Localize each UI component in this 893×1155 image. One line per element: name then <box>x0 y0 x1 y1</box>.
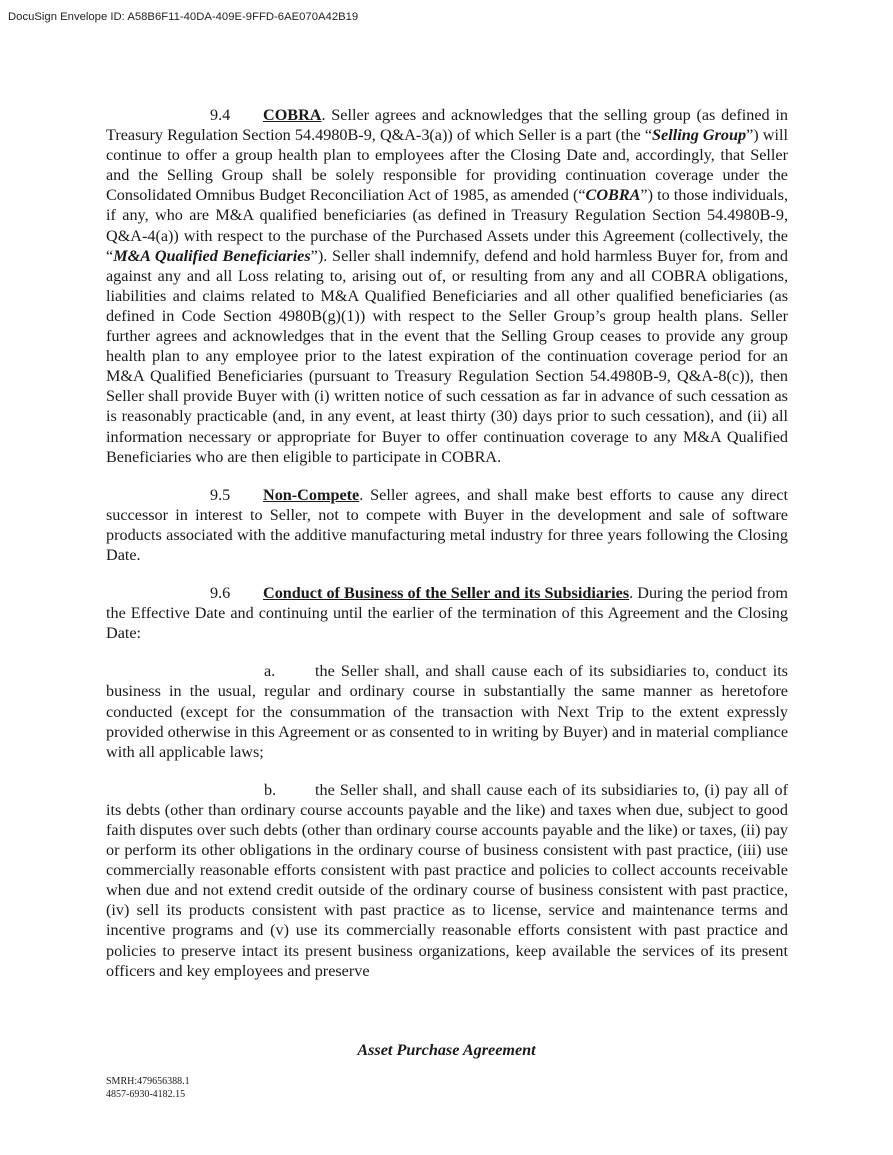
footer-title: Asset Purchase Agreement <box>357 1041 536 1059</box>
section-number: 9.4 <box>210 106 231 124</box>
defined-term: COBRA <box>585 186 641 205</box>
defined-term: M&A Qualified Beneficiaries <box>113 246 311 265</box>
section-text: . Seller agrees, and shall make best efforts to cause any direct successor in interest to Seller, not to compete with Buyer in the development and sale of software products associated with the additive manufacturing metal industry for three years following the Closing Date. <box>106 485 788 564</box>
section-9-6 <box>106 583 788 643</box>
section-heading: Conduct of Business of the Seller and its Subsidiaries <box>263 584 630 603</box>
defined-term: Selling Group <box>652 126 747 145</box>
section-heading: COBRA <box>263 106 322 124</box>
section-9-4 <box>106 105 788 467</box>
doc-id-line: SMRH:479656388.1 <box>106 1076 190 1087</box>
subsection-letter: b. <box>264 780 277 799</box>
section-text: ”) to those individuals, if any, who are M&A qualified beneficiaries (as defined in Treasury Regulation Section 54.4980B-9, Q&A-4(a)) with respect to the purchase of the Purchased Assets under this Agreement (collectively, the “ <box>106 186 788 265</box>
subsection-text: the Seller shall, and shall cause each of its subsidiaries to, (i) pay all of its debts (other than ordinary course accounts payable and the like) and taxes when due, subject to good faith disputes over such debts (other than ordinary course accounts payable and the like) or taxes, (ii) pay or perform its other obligations in the ordinary course of business consistent with past practice, (iii) use commercially reasonable efforts consistent with past practice and policies to collect accounts receivable when due and not extend credit outside of the ordinary course of business consistent with past practice, (iv) sell its products consistent with past practice as to license, service and maintenance terms and incentive programs and (v) use its commercially reasonable efforts consistent with past practice and policies to preserve intact its present business organizations, keep available the services of its present officers and key employees and preserve <box>106 780 788 980</box>
section-text: . Seller agrees and acknowledges that the selling group (as defined in Treasury Regulation Section 54.4980B-9, Q&A-3(a)) of which Seller is a part (the “ <box>106 106 788 145</box>
doc-id-line: 4857-6930-4182.15 <box>106 1088 186 1100</box>
section-number: 9.5 <box>210 485 231 504</box>
subsection-b <box>106 780 788 981</box>
section-text: ”). Seller shall indemnify, defend and hold harmless Buyer for, from and against any and all Loss relating to, arising out of, or resulting from any and all COBRA obligations, liabilities and claims related to M&A Qualified Beneficiaries and all other qualified beneficiaries (as defined in Code Section 4980B(g)(1)) with respect to the Seller Group’s group health plans. Seller further agrees and acknowledges that in the event that the Selling Group ceases to provide any group health plan to any employee prior to the latest expiration of the continuation coverage period for an M&A Qualified Beneficiaries (pursuant to Treasury Regulation Section 54.4980B-9, Q&A-8(c)), then Seller shall provide Buyer with (i) written notice of such cessation as far in advance of such cessation as is reasonably practicable (and, in any event, at least thirty (30) days prior to such cessation), and (ii) all information necessary or appropriate for Buyer to offer continuation coverage to any M&A Qualified Beneficiaries who are then eligible to participate in COBRA. <box>106 246 788 466</box>
section-9-5 <box>106 485 788 565</box>
subsection-text: the Seller shall, and shall cause each of its subsidiaries to, conduct its business in the usual, regular and ordinary course in substantially the same manner as heretofore conducted (except for the consummation of the transaction with Next Trip to the extent expressly provided otherwise in this Agreement or as consented to in writing by Buyer) and in material compliance with all applicable laws; <box>106 662 788 761</box>
document-ids <box>106 1076 190 1101</box>
section-heading: Non-Compete <box>263 485 360 504</box>
section-text: ”) will continue to offer a group health plan to employees after the Closing Date and, accordingly, that Seller and the Selling Group shall be solely responsible for providing continuation coverage under the Consolidated Omnibus Budget Reconciliation Act of 1985, as amended (“ <box>106 126 788 205</box>
section-text: . During the period from the Effective Date and continuing until the earlier of the termination of this Agreement and the Closing Date: <box>106 584 788 643</box>
subsection-letter: a. <box>264 662 276 681</box>
subsection-a <box>106 661 788 761</box>
document-body <box>106 105 788 999</box>
section-number: 9.6 <box>210 584 231 603</box>
envelope-id: DocuSign Envelope ID: A58B6F11-40DA-409E-9FFD-6AE070A42B19 <box>8 11 359 23</box>
